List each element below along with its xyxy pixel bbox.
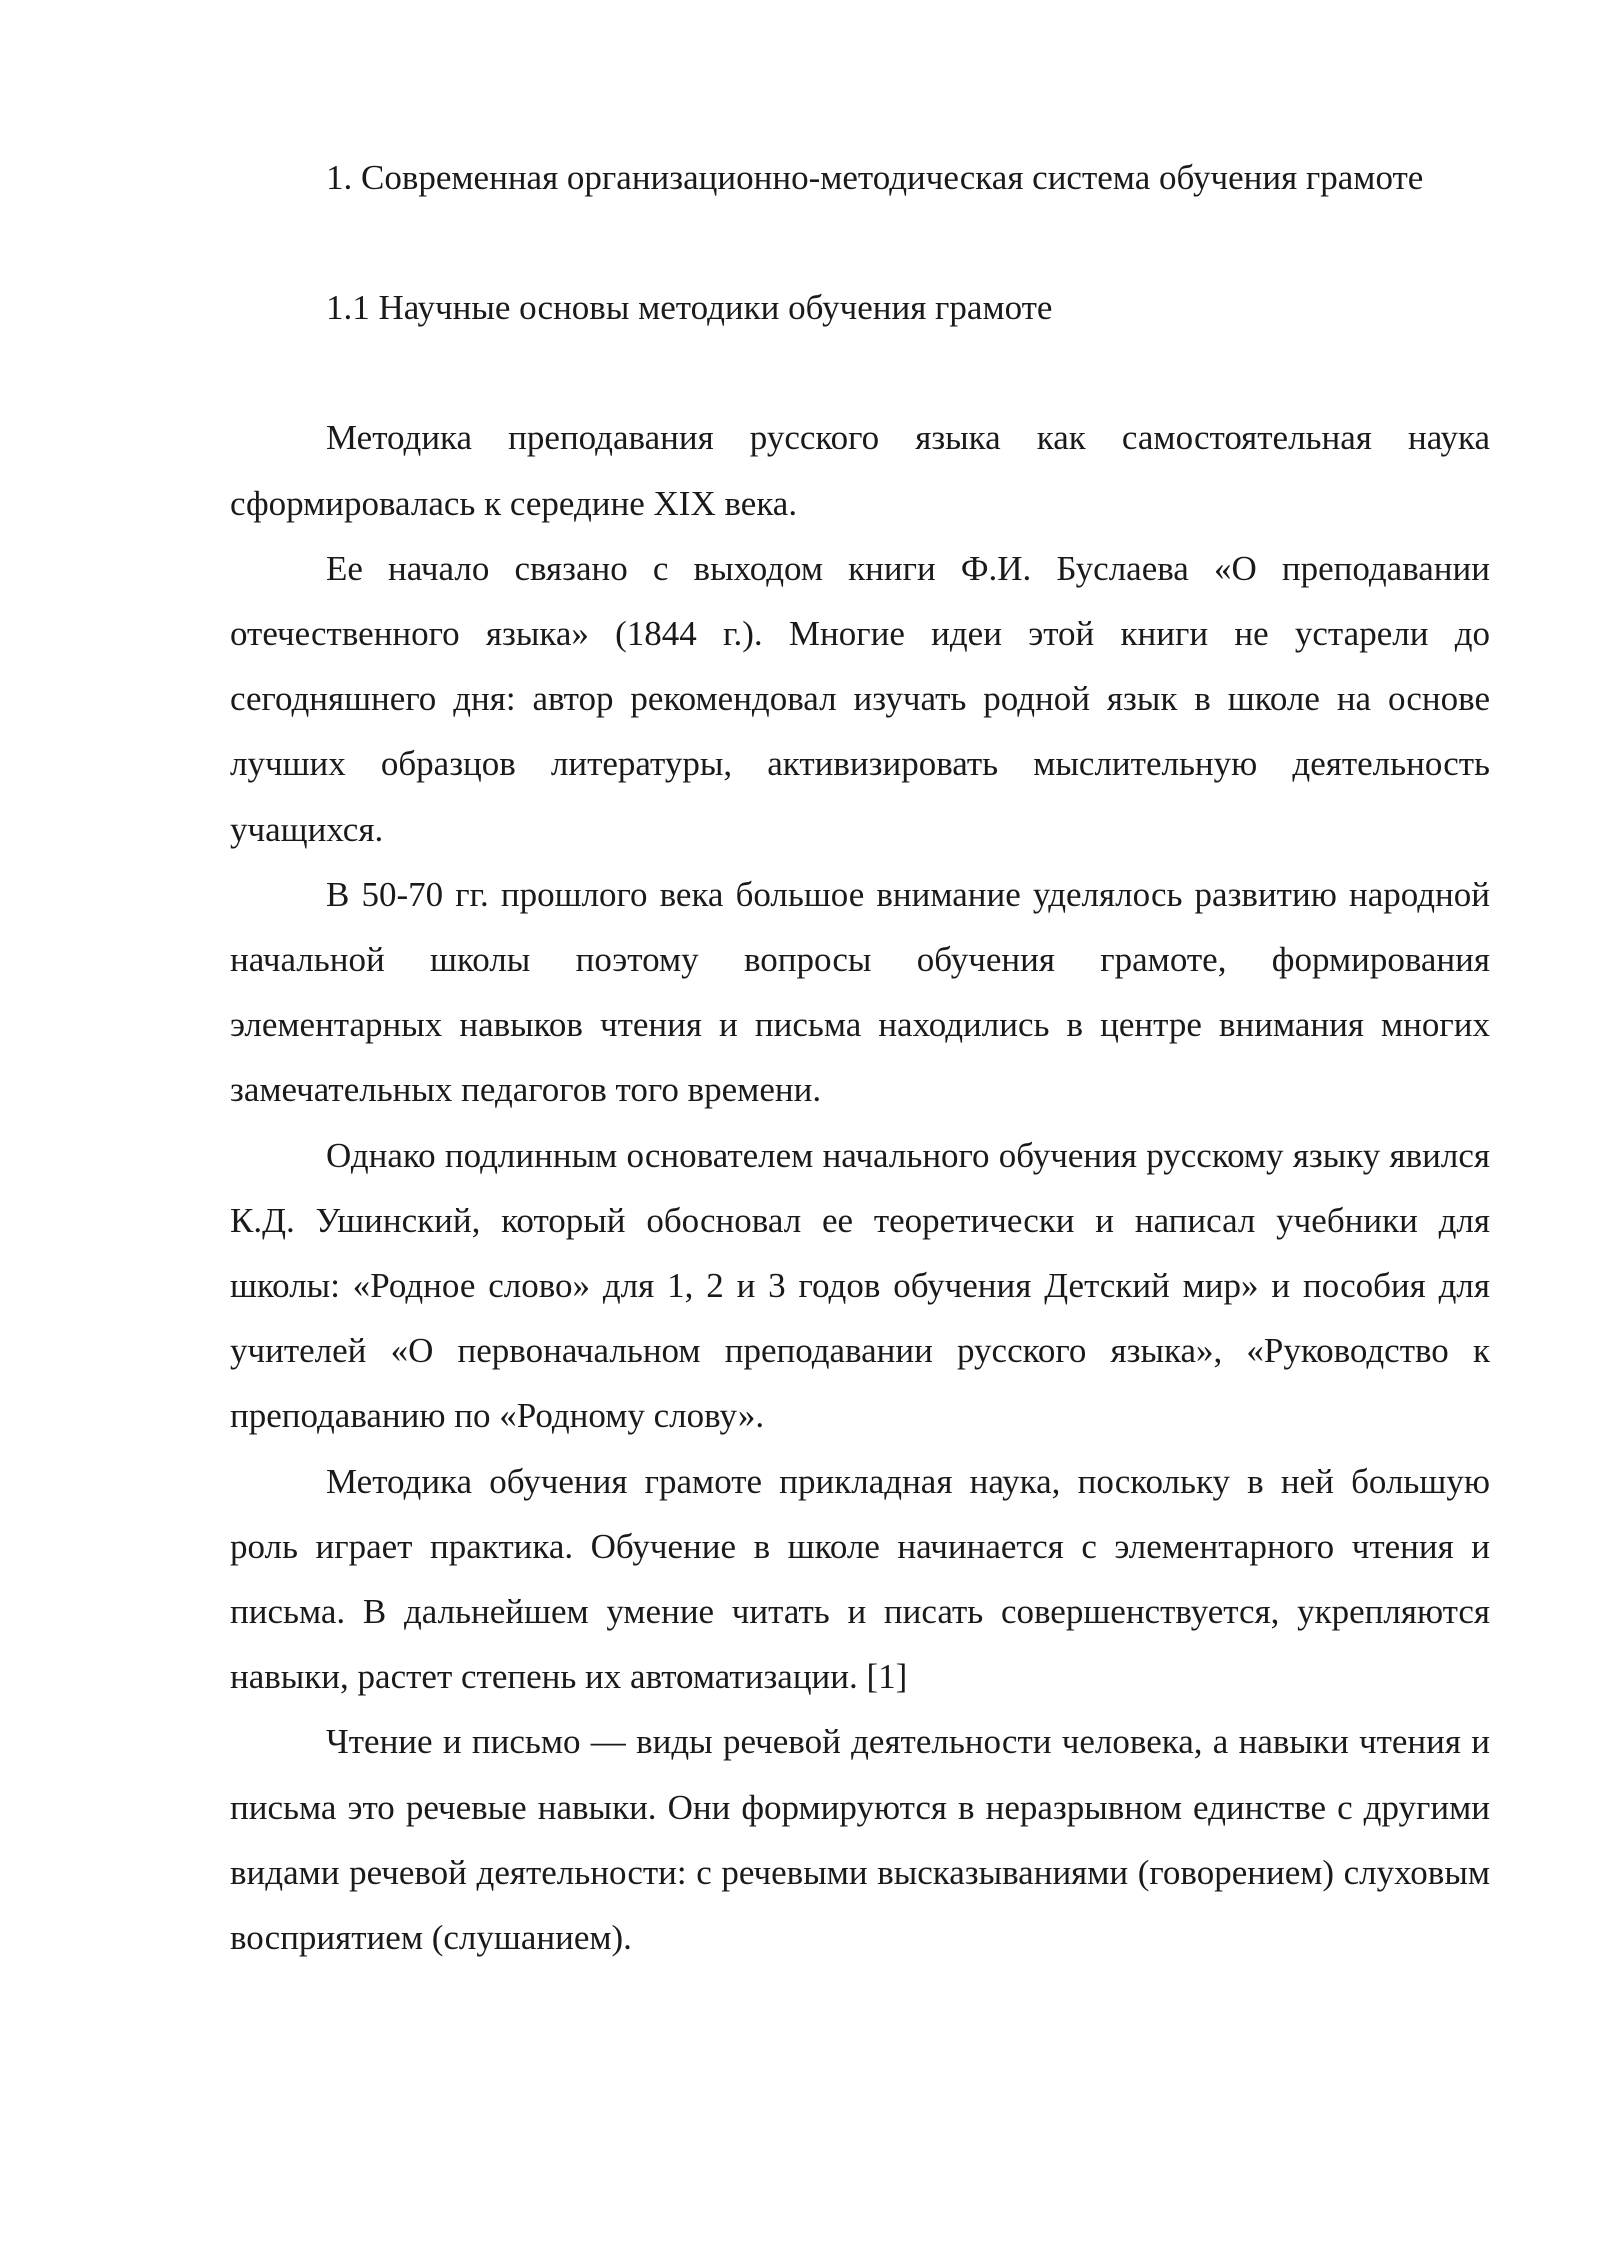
paragraph: Однако подлинным основателем начального обучения русскому языку явился К.Д. Ушинский, который обосновал ее теоретически и написал учебники для школы: «Родное слово» для 1, 2 и 3 годов обучения Детский мир» и пособия для учителей «О первоначальном преподавании русского языка», «Руководство к преподаванию по «Родному слову». bbox=[230, 1135, 1490, 1436]
paragraph: Методика преподавания русского языка как самостоятельная наука сформировалась к середине XIX века. bbox=[230, 418, 1490, 523]
paragraph: В 50-70 гг. прошлого века большое внимание уделялось развитию народной начальной школы поэтому вопросы обучения грамоте, формирования элементарных навыков чтения и письма находились в центре внимания многих замечательных педагогов того времени. bbox=[230, 874, 1490, 1110]
subsection-heading: 1.1 Научные основы методики обучения грамоте bbox=[326, 288, 1053, 328]
paragraph: Ее начало связано с выходом книги Ф.И. Буслаева «О преподавании отечественного языка» (1844 г.). Многие идеи этой книги не устарели до сегодняшнего дня: автор рекомендовал изучать родной язык в школе на основе лучших образцов литературы, активизировать мыслительную деятельность учащихся. bbox=[230, 548, 1490, 849]
spacer bbox=[230, 210, 1490, 275]
paragraph: Чтение и письмо — виды речевой деятельности человека, а навыки чтения и письма это речевые навыки. Они формируются в неразрывном единстве с другими видами речевой деятельности: с речевыми высказываниями (говорением) слуховым восприятием (слушанием). bbox=[230, 1722, 1490, 1958]
paragraph: Методика обучения грамоте прикладная наука, поскольку в ней большую роль играет практика. Обучение в школе начинается с элементарного чтения и письма. В дальнейшем умение читать и писать совершенствуется, укрепляются навыки, растет степень их автоматизации. [1] bbox=[230, 1461, 1490, 1697]
document-body bbox=[230, 145, 1490, 1970]
spacer bbox=[230, 340, 1490, 405]
section-heading: 1. Современная организационно-методическая система обучения грамоте bbox=[326, 158, 1424, 197]
